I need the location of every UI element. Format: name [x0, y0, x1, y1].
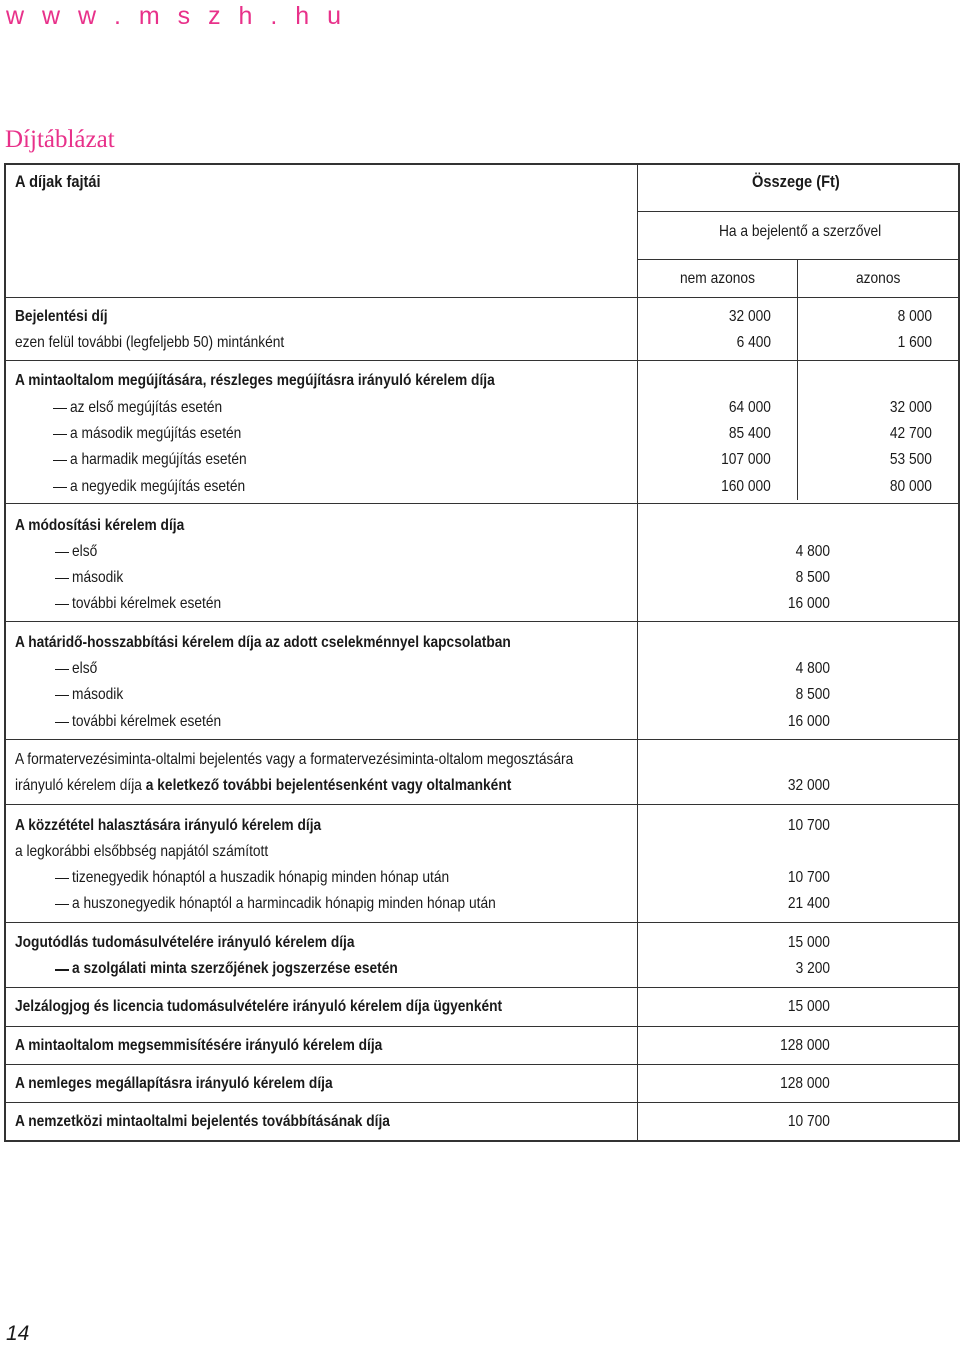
dash-bullet	[55, 695, 69, 696]
value-not-same: 6 400	[736, 334, 771, 351]
value-same: 32 000	[889, 399, 932, 416]
row-label: A formatervezésiminta-oltalmi bejelentés vagy a formatervezésiminta-oltalom megosztására	[15, 751, 574, 768]
value: 16 000	[787, 595, 830, 612]
row-label-multi	[15, 776, 511, 796]
section-label: A mintaoltalom megújítására, részleges megújításra irányuló kérelem díja	[15, 372, 495, 389]
table-border-top	[4, 163, 960, 165]
header-amount: Összege (Ft)	[752, 172, 840, 191]
row-label: a huszonegyedik hónaptól a harmincadik hónapig minden hónap után	[72, 895, 496, 912]
dash-bullet	[55, 578, 69, 579]
value: 4 800	[795, 543, 830, 560]
value: 8 500	[795, 686, 830, 703]
section-label: A nemzetközi mintaoltalmi bejelentés továbbításának díja	[15, 1113, 390, 1130]
hr	[4, 739, 960, 740]
row-label: az első megújítás esetén	[70, 399, 223, 416]
hr	[4, 1026, 960, 1027]
value-not-same: 107 000	[721, 451, 771, 468]
dash-bullet	[53, 487, 67, 488]
row-label: második	[72, 569, 124, 586]
row-label: a második megújítás esetén	[70, 425, 242, 442]
row-label: további kérelmek esetén	[72, 595, 222, 612]
value: 128 000	[780, 1037, 830, 1054]
value: 10 700	[787, 1113, 830, 1130]
dash-bullet	[53, 434, 67, 435]
value-not-same: 85 400	[728, 425, 771, 442]
row-label: a negyedik megújítás esetén	[70, 478, 246, 495]
hr	[637, 259, 959, 260]
value: 10 700	[787, 817, 830, 834]
section-label: A módosítási kérelem díja	[15, 517, 185, 534]
dash-bullet	[53, 408, 67, 409]
table-border-bottom	[4, 1140, 960, 1142]
dash-bullet	[55, 552, 69, 553]
row-label: tizenegyedik hónaptól a huszadik hónapig minden hónap után	[72, 869, 450, 886]
table-border-right	[958, 163, 960, 1141]
site-url[interactable]: w w w . m s z h . h u	[6, 2, 347, 30]
section-label: A közzététel halasztására irányuló kérelem díja	[15, 817, 322, 834]
dash-bullet	[55, 904, 69, 905]
row-label: első	[72, 543, 98, 560]
table-sub-divider	[797, 260, 798, 500]
hr	[637, 211, 959, 212]
value-same: 42 700	[889, 425, 932, 442]
value: 10 700	[787, 869, 830, 886]
value: 8 500	[795, 569, 830, 586]
hr	[4, 922, 960, 923]
hr	[4, 503, 960, 504]
dash-bullet	[55, 604, 69, 605]
section-label: A mintaoltalom megsemmisítésére irányuló kérelem díja	[15, 1037, 383, 1054]
row-label-plain: irányuló kérelem díja	[15, 777, 146, 794]
table-col-divider	[637, 163, 638, 1141]
value: 21 400	[787, 895, 830, 912]
row-label: a harmadik megújítás esetén	[70, 451, 247, 468]
header-if-applicant: Ha a bejelentő a szerzővel	[719, 223, 882, 240]
value: 3 200	[795, 960, 830, 977]
table-border-left	[4, 163, 6, 1141]
value: 15 000	[787, 934, 830, 951]
value: 16 000	[787, 713, 830, 730]
hr	[4, 360, 960, 361]
value-same: 80 000	[889, 478, 932, 495]
value-same: 8 000	[897, 308, 932, 325]
row-label: ezen felül további (legfeljebb 50) mintánként	[15, 334, 285, 351]
row-label: további kérelmek esetén	[72, 713, 222, 730]
hr	[4, 297, 960, 298]
header-not-same: nem azonos	[680, 270, 755, 287]
row-label: első	[72, 660, 98, 677]
section-label: Jogutódlás tudomásulvételére irányuló kérelem díja	[15, 934, 355, 951]
value-same: 53 500	[889, 451, 932, 468]
row-label-bold: a keletkező további bejelentésenként vagy oltalmanként	[145, 777, 512, 794]
hr	[4, 1064, 960, 1065]
hr	[4, 804, 960, 805]
row-label: Bejelentési díj	[15, 308, 108, 325]
hr	[4, 621, 960, 622]
row-label: a szolgálati minta szerzőjének jogszerzése esetén	[72, 960, 398, 977]
value: 15 000	[787, 998, 830, 1015]
row-label: második	[72, 686, 124, 703]
value-not-same: 160 000	[721, 478, 771, 495]
value: 4 800	[795, 660, 830, 677]
value: 128 000	[780, 1075, 830, 1092]
value: 32 000	[787, 777, 830, 794]
section-label: A nemleges megállapításra irányuló kérelem díja	[15, 1075, 333, 1092]
section-label: Jelzálogjog és licencia tudomásulvételére irányuló kérelem díja ügyenként	[15, 998, 503, 1015]
value-not-same: 32 000	[728, 308, 771, 325]
hr	[4, 987, 960, 988]
dash-bullet	[55, 669, 69, 670]
section-label: A határidő-hosszabbítási kérelem díja az adott cselekménnyel kapcsolatban	[15, 634, 511, 651]
page-number: 14	[6, 1322, 30, 1345]
header-fee-types: A díjak fajtái	[15, 172, 101, 191]
hr	[4, 1102, 960, 1103]
value-not-same: 64 000	[728, 399, 771, 416]
dash-bullet	[53, 460, 67, 461]
dash-bullet	[55, 722, 69, 723]
dash-bullet	[55, 969, 69, 971]
page-title: Díjtáblázat	[5, 126, 115, 153]
value-same: 1 600	[897, 334, 932, 351]
dash-bullet	[55, 878, 69, 879]
row-label: a legkorábbi elsőbbség napjától számított	[15, 843, 269, 860]
header-same: azonos	[856, 270, 901, 287]
